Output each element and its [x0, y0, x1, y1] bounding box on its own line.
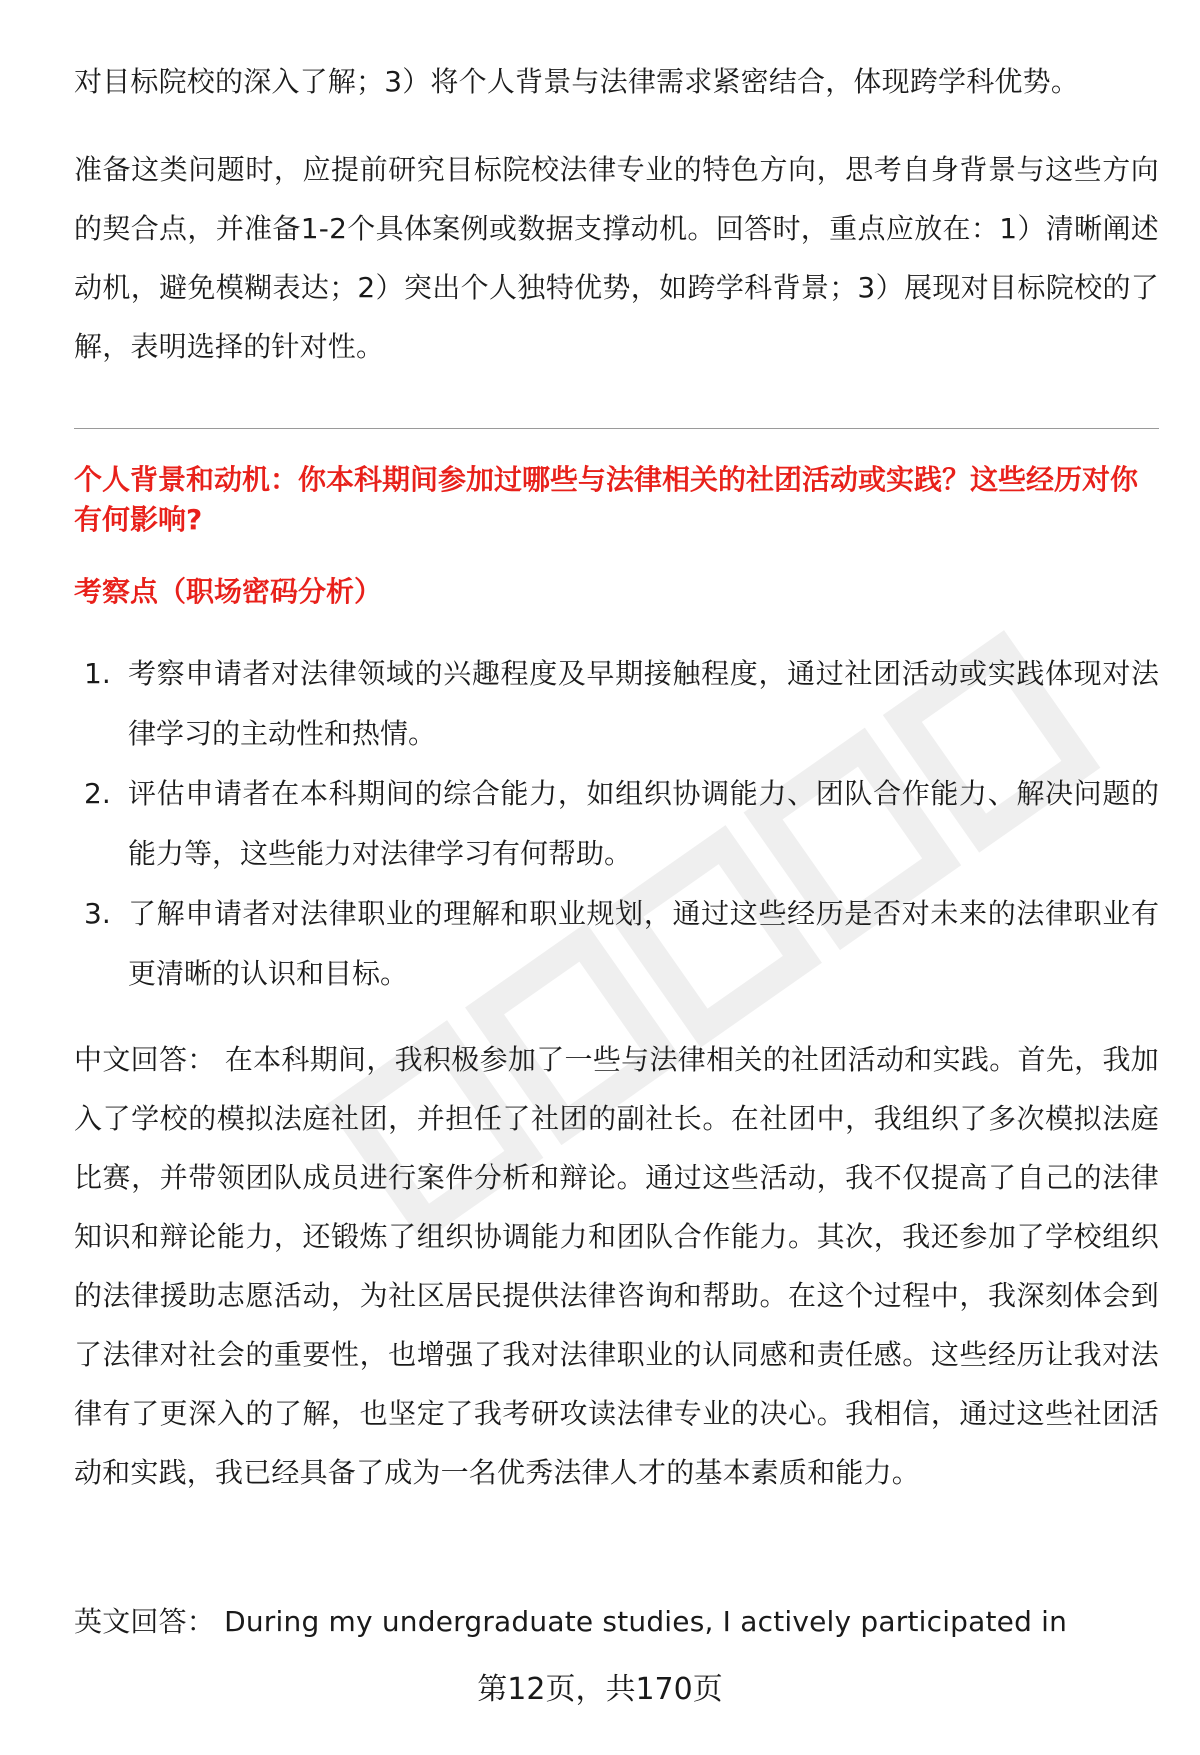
list-item — [74, 884, 1159, 1004]
list-item-number: 3. — [84, 897, 111, 930]
list-item-text: 考察申请者对法律领域的兴趣程度及早期接触程度，通过社团活动或实践体现对法律学习的主动性和热情。 — [128, 657, 1159, 750]
section-divider — [74, 428, 1159, 429]
list-item — [74, 764, 1159, 884]
chinese-answer-paragraph: 中文回答： 在本科期间，我积极参加了一些与法律相关的社团活动和实践。首先，我加入了学校的模拟法庭社团，并担任了社团的副社长。在社团中，我组织了多次模拟法庭比赛，并带领团队成员进行案件分析和辩论。通过这些活动，我不仅提高了自己的法律知识和辩论能力，还锻炼了组织协调能力和团队合作能力。其次，我还参加了学校组织的法律援助志愿活动，为社区居民提供法律咨询和帮助。在这个过程中，我深刻体会到了法律对社会的重要性，也增强了我对法律职业的认同感和责任感。这些经历让我对法律有了更深入的了解，也坚定了我考研攻读法律专业的决心。我相信，通过这些社团活动和实践，我已经具备了成为一名优秀法律人才的基本素质和能力。 — [74, 1043, 1159, 1489]
analysis-subheading: 考察点（职场密码分析） — [74, 575, 383, 608]
list-item-number: 2. — [84, 777, 111, 810]
list-item-text: 了解申请者对法律职业的理解和职业规划，通过这些经历是否对未来的法律职业有更清晰的认识和目标。 — [128, 897, 1159, 990]
question-heading: 个人背景和动机：你本科期间参加过哪些与法律相关的社团活动或实践？这些经历对你有何影响? — [74, 463, 1139, 536]
page-footer: 第12页，共170页 — [477, 1672, 723, 1707]
assessment-points-list — [74, 644, 1159, 1004]
list-item-text: 评估申请者在本科期间的综合能力，如组织协调能力、团队合作能力、解决问题的能力等，这些能力对法律学习有何帮助。 — [128, 777, 1159, 870]
list-item-number: 1. — [84, 657, 111, 690]
body-paragraph-2: 准备这类问题时，应提前研究目标院校法律专业的特色方向，思考自身背景与这些方向的契合点，并准备1-2个具体案例或数据支撑动机。回答时，重点应放在：1）清晰阐述动机，避免模糊表达；2）突出个人独特优势，如跨学科背景；3）展现对目标院校的了解，表明选择的针对性。 — [74, 153, 1159, 363]
body-paragraph-1: 对目标院校的深入了解；3）将个人背景与法律需求紧密结合，体现跨学科优势。 — [74, 65, 1080, 98]
list-item — [74, 644, 1159, 764]
english-answer-paragraph: 英文回答： During my undergraduate studies, I actively participated in — [74, 1605, 1068, 1638]
